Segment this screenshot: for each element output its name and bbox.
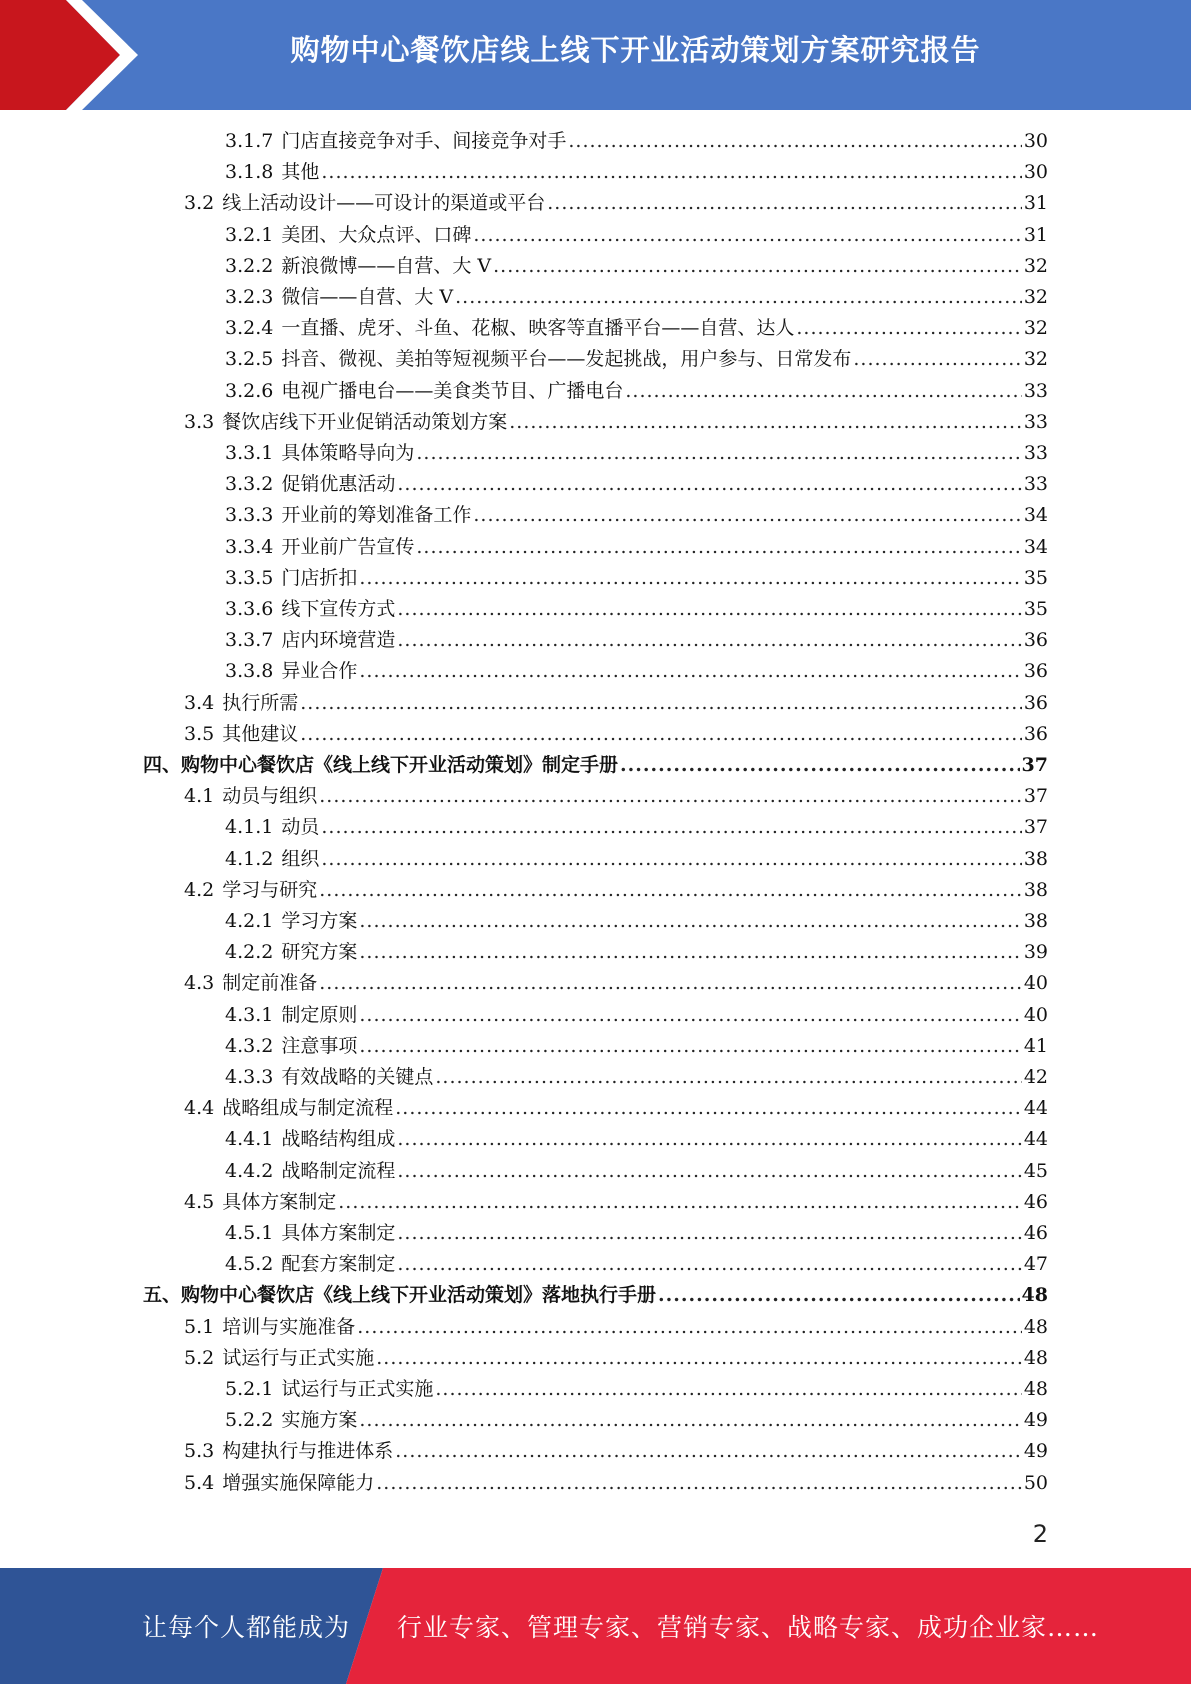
toc-entry-number: 3.2 bbox=[184, 192, 215, 215]
toc-dot-leader bbox=[509, 407, 1022, 438]
toc-entry-title: 电视广播电台——美食类节目、广播电台 bbox=[281, 379, 624, 402]
toc-entry-number: 5.2 bbox=[184, 1346, 215, 1369]
toc-dot-leader bbox=[359, 563, 1021, 594]
toc-entry-title: 执行所需 bbox=[222, 691, 299, 714]
toc-entry[interactable] bbox=[225, 563, 1048, 594]
toc-entry-title: 五、购物中心餐饮店《线上线下开业活动策划》落地执行手册 bbox=[143, 1284, 657, 1307]
toc-entry-title: 抖音、微视、美拍等短视频平台——发起挑战，用户参与、日常发布 bbox=[281, 348, 852, 371]
toc-entry-title: 试运行与正式实施 bbox=[281, 1378, 434, 1400]
toc-entry-title: 学习方案 bbox=[281, 910, 358, 932]
toc-entry-number: 4.4 bbox=[184, 1097, 215, 1120]
toc-entry-number: 4.5.1 bbox=[225, 1222, 274, 1244]
toc-entry-number: 3.1.7 bbox=[225, 130, 274, 152]
toc-entry-title: 构建执行与推进体系 bbox=[222, 1440, 394, 1463]
toc-dot-leader bbox=[359, 1031, 1021, 1062]
toc-entry-page: 32 bbox=[1023, 286, 1048, 308]
toc-entry-number: 4.5 bbox=[184, 1190, 215, 1213]
toc-entry-number: 4.4.2 bbox=[225, 1159, 274, 1182]
toc-entry-page: 36 bbox=[1023, 722, 1048, 745]
toc-entry[interactable] bbox=[225, 282, 1048, 313]
toc-dot-leader bbox=[620, 750, 1020, 781]
toc-entry-page: 40 bbox=[1023, 972, 1048, 995]
toc-entry-title: 异业合作 bbox=[281, 660, 358, 683]
toc-entry-number: 3.2.6 bbox=[225, 379, 274, 402]
toc-dot-leader bbox=[319, 875, 1022, 906]
toc-entry-number: 4.3 bbox=[184, 972, 215, 995]
toc-entry-page: 48 bbox=[1023, 1378, 1048, 1400]
toc-entry-page: 50 bbox=[1023, 1471, 1048, 1494]
toc-entry[interactable] bbox=[225, 1218, 1048, 1249]
toc-entry-title: 试运行与正式实施 bbox=[222, 1346, 375, 1369]
toc-entry-title: 微信——自营、大 V bbox=[281, 286, 454, 308]
toc-entry[interactable] bbox=[225, 1156, 1048, 1187]
toc-entry[interactable] bbox=[143, 1280, 1048, 1311]
toc-entry[interactable] bbox=[225, 500, 1048, 531]
toc-entry-title: 促销优惠活动 bbox=[281, 473, 396, 496]
toc-entry-page: 36 bbox=[1023, 691, 1048, 714]
toc-dot-leader bbox=[455, 282, 1022, 313]
toc-entry-title: 动员与组织 bbox=[222, 785, 318, 808]
toc-entry-title: 培训与实施准备 bbox=[222, 1315, 356, 1338]
toc-entry[interactable] bbox=[184, 781, 1048, 812]
toc-dot-leader bbox=[359, 906, 1021, 937]
toc-dot-leader bbox=[473, 220, 1021, 251]
toc-entry-page: 36 bbox=[1023, 660, 1048, 683]
toc-entry-number: 3.2.3 bbox=[225, 286, 274, 308]
toc-dot-leader bbox=[319, 781, 1022, 812]
toc-entry[interactable] bbox=[184, 188, 1048, 219]
toc-entry-number: 3.2.4 bbox=[225, 317, 274, 340]
toc-dot-leader bbox=[338, 1187, 1022, 1218]
toc-entry[interactable] bbox=[225, 844, 1048, 875]
toc-entry-number: 3.4 bbox=[184, 691, 215, 714]
toc-dot-leader bbox=[376, 1468, 1022, 1499]
toc-entry-page: 48 bbox=[1023, 1315, 1048, 1338]
toc-entry-title: 有效战略的关键点 bbox=[281, 1066, 434, 1088]
toc-dot-leader bbox=[359, 656, 1021, 687]
toc-dot-leader bbox=[376, 1343, 1022, 1374]
toc-dot-leader bbox=[397, 1124, 1021, 1155]
toc-entry-title: 战略组成与制定流程 bbox=[222, 1097, 394, 1120]
toc-entry-number: 4.3.2 bbox=[225, 1034, 274, 1057]
toc-dot-leader bbox=[321, 812, 1021, 843]
toc-dot-leader bbox=[319, 968, 1022, 999]
toc-entry-title: 制定前准备 bbox=[222, 972, 318, 995]
toc-entry-number: 3.2.2 bbox=[225, 254, 274, 277]
toc-entry-page: 38 bbox=[1023, 847, 1048, 870]
toc-entry[interactable] bbox=[225, 1374, 1048, 1405]
toc-entry-page: 37 bbox=[1023, 785, 1048, 808]
toc-entry-number: 3.3 bbox=[184, 410, 215, 433]
toc-entry-page: 32 bbox=[1023, 317, 1048, 340]
toc-entry-title: 具体策略导向为 bbox=[281, 442, 415, 464]
toc-entry-number: 5.3 bbox=[184, 1440, 215, 1463]
toc-entry[interactable] bbox=[225, 251, 1048, 282]
toc-dot-leader bbox=[397, 469, 1021, 500]
toc-entry-page: 46 bbox=[1023, 1222, 1048, 1244]
toc-dot-leader bbox=[300, 719, 1022, 750]
toc-entry-title: 其他建议 bbox=[222, 722, 299, 745]
toc-entry[interactable] bbox=[225, 376, 1048, 407]
toc-dot-leader bbox=[493, 251, 1022, 282]
toc-entry[interactable] bbox=[184, 1468, 1048, 1499]
toc-entry-title: 开业前的筹划准备工作 bbox=[281, 504, 472, 527]
toc-entry-title: 战略结构组成 bbox=[281, 1128, 396, 1151]
toc-entry[interactable] bbox=[184, 1093, 1048, 1124]
toc-entry-page: 40 bbox=[1023, 1003, 1048, 1026]
toc-entry-page: 48 bbox=[1023, 1346, 1048, 1369]
toc-entry-page: 49 bbox=[1023, 1409, 1048, 1432]
toc-entry[interactable] bbox=[225, 906, 1048, 937]
toc-dot-leader bbox=[357, 1312, 1022, 1343]
toc-entry-title: 实施方案 bbox=[281, 1409, 358, 1432]
toc-entry-number: 4.2 bbox=[184, 878, 215, 901]
toc-entry[interactable] bbox=[184, 875, 1048, 906]
toc-entry[interactable] bbox=[225, 1405, 1048, 1436]
toc-entry-page: 39 bbox=[1023, 941, 1048, 964]
toc-entry-page: 44 bbox=[1023, 1097, 1048, 1120]
toc-dot-leader bbox=[473, 500, 1021, 531]
toc-entry[interactable] bbox=[225, 126, 1048, 157]
toc-dot-leader bbox=[359, 1000, 1021, 1031]
footer-slogan-right: 行业专家、管理专家、营销专家、战略专家、成功企业家…… bbox=[397, 1613, 1100, 1642]
toc-entry-title: 其他 bbox=[281, 161, 320, 184]
toc-entry-title: 餐饮店线下开业促销活动策划方案 bbox=[222, 410, 508, 433]
toc-entry-title: 门店折扣 bbox=[281, 566, 358, 589]
toc-entry-title: 注意事项 bbox=[281, 1034, 358, 1057]
toc-entry-page: 45 bbox=[1023, 1159, 1048, 1182]
toc-entry-page: 38 bbox=[1023, 878, 1048, 901]
toc-entry-number: 3.3.3 bbox=[225, 504, 274, 527]
toc-entry[interactable] bbox=[184, 407, 1048, 438]
toc-entry-number: 5.2.2 bbox=[225, 1409, 274, 1432]
toc-entry-title: 战略制定流程 bbox=[281, 1159, 396, 1182]
toc-entry[interactable] bbox=[225, 1031, 1048, 1062]
toc-entry-page: 32 bbox=[1023, 254, 1048, 277]
toc-dot-leader bbox=[397, 1218, 1021, 1249]
toc-entry-number: 3.1.8 bbox=[225, 161, 274, 184]
toc-entry-page: 49 bbox=[1023, 1440, 1048, 1463]
toc-entry[interactable] bbox=[184, 719, 1048, 750]
header-arrow-decoration bbox=[0, 0, 160, 110]
toc-entry-number: 3.2.1 bbox=[225, 223, 274, 246]
toc-entry[interactable] bbox=[184, 1312, 1048, 1343]
toc-dot-leader bbox=[547, 188, 1022, 219]
toc-entry-page: 33 bbox=[1023, 379, 1048, 402]
toc-entry-page: 46 bbox=[1023, 1190, 1048, 1213]
toc-entry[interactable] bbox=[225, 344, 1048, 375]
toc-dot-leader bbox=[625, 376, 1021, 407]
toc-entry-title: 门店直接竞争对手、间接竞争对手 bbox=[281, 130, 567, 152]
toc-entry-page: 33 bbox=[1023, 473, 1048, 496]
toc-entry-page: 35 bbox=[1023, 566, 1048, 589]
page-footer bbox=[0, 1568, 1191, 1684]
toc-dot-leader bbox=[796, 313, 1021, 344]
toc-entry-number: 3.3.7 bbox=[225, 629, 274, 652]
toc-entry-page: 30 bbox=[1023, 161, 1048, 184]
toc-entry-title: 四、购物中心餐饮店《线上线下开业活动策划》制定手册 bbox=[143, 754, 619, 776]
toc-entry[interactable] bbox=[225, 469, 1048, 500]
toc-entry[interactable] bbox=[143, 750, 1048, 781]
toc-entry-page: 38 bbox=[1023, 910, 1048, 932]
toc-dot-leader bbox=[397, 1156, 1021, 1187]
toc-entry-number: 4.3.3 bbox=[225, 1066, 274, 1088]
toc-entry-number: 4.2.1 bbox=[225, 910, 274, 932]
toc-entry-page: 33 bbox=[1023, 410, 1048, 433]
toc-entry-page: 37 bbox=[1023, 816, 1048, 839]
toc-entry-title: 开业前广告宣传 bbox=[281, 535, 415, 558]
toc-entry-title: 美团、大众点评、口碑 bbox=[281, 223, 472, 246]
toc-entry-number: 4.1 bbox=[184, 785, 215, 808]
page-header bbox=[0, 0, 1191, 110]
toc-dot-leader bbox=[853, 344, 1021, 375]
toc-entry-number: 4.1.1 bbox=[225, 816, 274, 839]
toc-entry-title: 新浪微博——自营、大 V bbox=[281, 254, 492, 277]
toc-entry-number: 4.5.2 bbox=[225, 1253, 274, 1276]
toc-entry-title: 配套方案制定 bbox=[281, 1253, 396, 1276]
toc-entry-number: 4.3.1 bbox=[225, 1003, 274, 1026]
toc-entry[interactable] bbox=[225, 812, 1048, 843]
toc-entry[interactable] bbox=[225, 937, 1048, 968]
toc-dot-leader bbox=[321, 844, 1021, 875]
toc-entry-number: 5.4 bbox=[184, 1471, 215, 1494]
toc-entry-page: 31 bbox=[1023, 192, 1048, 215]
toc-dot-leader bbox=[359, 937, 1021, 968]
toc-entry[interactable] bbox=[225, 532, 1048, 563]
toc-entry-number: 3.3.4 bbox=[225, 535, 274, 558]
toc-dot-leader bbox=[435, 1374, 1021, 1405]
toc-entry[interactable] bbox=[184, 1343, 1048, 1374]
toc-dot-leader bbox=[435, 1062, 1021, 1093]
toc-dot-leader bbox=[395, 1436, 1022, 1467]
toc-entry-number: 3.3.6 bbox=[225, 598, 274, 620]
page-number: 2 bbox=[1032, 1520, 1048, 1548]
toc-dot-leader bbox=[658, 1280, 1020, 1311]
toc-entry-title: 线下宣传方式 bbox=[281, 598, 396, 620]
toc-entry-page: 37 bbox=[1021, 754, 1048, 776]
toc-entry-page: 31 bbox=[1023, 223, 1048, 246]
toc-entry-number: 4.1.2 bbox=[225, 847, 274, 870]
toc-entry-number: 3.3.8 bbox=[225, 660, 274, 683]
toc-entry-number: 4.2.2 bbox=[225, 941, 274, 964]
toc-entry-number: 3.3.2 bbox=[225, 473, 274, 496]
toc-entry-page: 42 bbox=[1023, 1066, 1048, 1088]
toc-entry[interactable] bbox=[225, 313, 1048, 344]
toc-dot-leader bbox=[397, 1249, 1021, 1280]
toc-entry-title: 组织 bbox=[281, 847, 320, 870]
toc-entry-number: 5.1 bbox=[184, 1315, 215, 1338]
toc-entry-page: 44 bbox=[1023, 1128, 1048, 1151]
toc-dot-leader bbox=[395, 1093, 1022, 1124]
toc-entry[interactable] bbox=[225, 625, 1048, 656]
toc-dot-leader bbox=[568, 126, 1021, 157]
footer-slogan-left: 让每个人都能成为 bbox=[142, 1613, 351, 1642]
toc-entry[interactable] bbox=[225, 1062, 1048, 1093]
toc-entry-title: 学习与研究 bbox=[222, 878, 318, 901]
toc-entry-page: 33 bbox=[1023, 442, 1048, 464]
toc-entry-number: 3.2.5 bbox=[225, 348, 274, 371]
toc-entry-title: 动员 bbox=[281, 816, 320, 839]
toc-entry-number: 3.5 bbox=[184, 722, 215, 745]
toc-entry-number: 5.2.1 bbox=[225, 1378, 274, 1400]
toc-entry[interactable] bbox=[184, 1187, 1048, 1218]
toc-entry[interactable] bbox=[225, 656, 1048, 687]
toc-entry-page: 35 bbox=[1023, 598, 1048, 620]
toc-entry-page: 47 bbox=[1023, 1253, 1048, 1276]
toc-dot-leader bbox=[397, 594, 1021, 625]
header-title: 购物中心餐饮店线上线下开业活动策划方案研究报告 bbox=[290, 33, 981, 67]
toc-dot-leader bbox=[321, 157, 1021, 188]
toc-dot-leader bbox=[416, 438, 1021, 469]
toc-entry-page: 36 bbox=[1023, 629, 1048, 652]
toc-entry-title: 具体方案制定 bbox=[222, 1190, 337, 1213]
toc-entry-page: 48 bbox=[1021, 1284, 1048, 1307]
toc-entry[interactable] bbox=[225, 438, 1048, 469]
toc-entry-number: 4.4.1 bbox=[225, 1128, 274, 1151]
toc-entry-title: 具体方案制定 bbox=[281, 1222, 396, 1244]
toc-entry-title: 线上活动设计——可设计的渠道或平台 bbox=[222, 192, 546, 215]
toc-entry[interactable] bbox=[184, 968, 1048, 999]
toc-entry[interactable] bbox=[225, 157, 1048, 188]
toc-entry-page: 34 bbox=[1023, 535, 1048, 558]
toc-entry-title: 增强实施保障能力 bbox=[222, 1471, 375, 1494]
toc-entry-title: 店内环境营造 bbox=[281, 629, 396, 652]
toc-entry[interactable] bbox=[225, 1124, 1048, 1155]
toc-dot-leader bbox=[359, 1405, 1021, 1436]
toc-entry[interactable] bbox=[225, 220, 1048, 251]
toc-entry-title: 研究方案 bbox=[281, 941, 358, 964]
toc-entry[interactable] bbox=[184, 1436, 1048, 1467]
toc-entry-page: 30 bbox=[1023, 130, 1048, 152]
toc-entry[interactable] bbox=[225, 1249, 1048, 1280]
toc-entry-title: 一直播、虎牙、斗鱼、花椒、映客等直播平台——自营、达人 bbox=[281, 317, 795, 340]
toc-entry-page: 34 bbox=[1023, 504, 1048, 527]
toc-entry-number: 3.3.1 bbox=[225, 442, 274, 464]
toc-entry-title: 制定原则 bbox=[281, 1003, 358, 1026]
toc-dot-leader bbox=[416, 532, 1021, 563]
toc-entry[interactable] bbox=[184, 688, 1048, 719]
toc-entry[interactable] bbox=[225, 594, 1048, 625]
toc-entry-number: 3.3.5 bbox=[225, 566, 274, 589]
toc-dot-leader bbox=[300, 688, 1022, 719]
toc-entry[interactable] bbox=[225, 1000, 1048, 1031]
toc-dot-leader bbox=[397, 625, 1021, 656]
toc-entry-page: 41 bbox=[1023, 1034, 1048, 1057]
toc-entry-page: 32 bbox=[1023, 348, 1048, 371]
